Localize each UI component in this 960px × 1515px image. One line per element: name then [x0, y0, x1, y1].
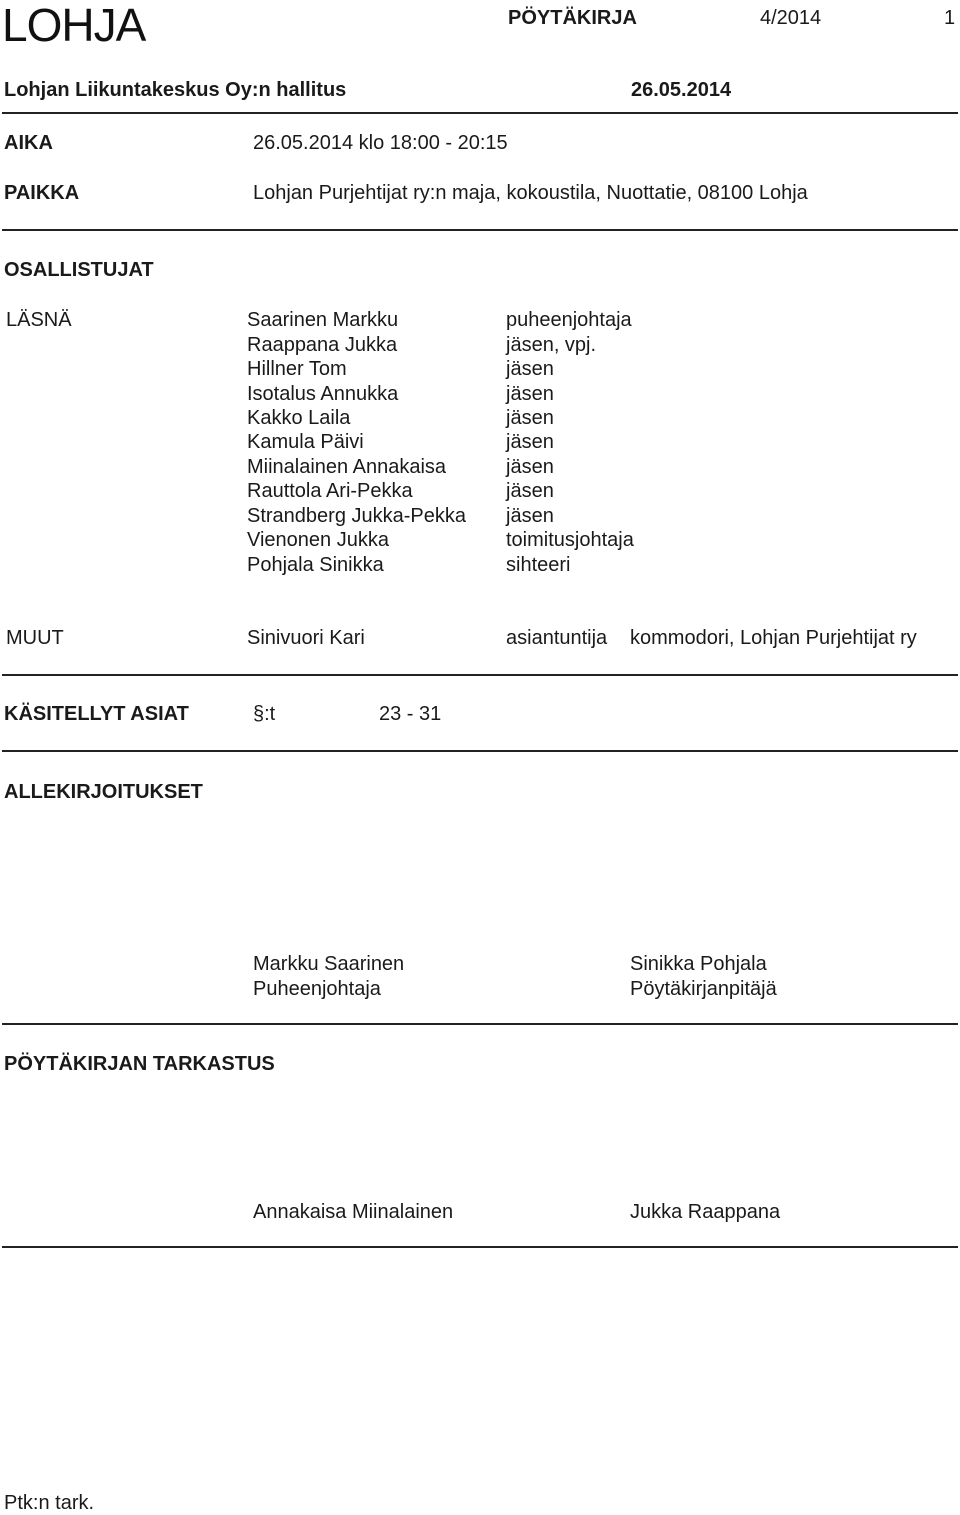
participant-role: toimitusjohtaja	[506, 529, 634, 551]
participant-role: asiantuntija	[506, 627, 608, 649]
items-range: 23 - 31	[379, 703, 442, 725]
lohja-logo: LOHJA	[2, 0, 146, 51]
participant-name: Kakko Laila	[247, 407, 351, 429]
participant-name: Saarinen Markku	[247, 309, 399, 331]
participant-role: jäsen	[506, 505, 554, 527]
meeting-date: 26.05.2014	[631, 79, 732, 101]
page-number: 1	[944, 7, 956, 29]
participant-name: Hillner Tom	[247, 358, 347, 380]
signatures-heading: ALLEKIRJOITUKSET	[4, 781, 203, 803]
footer-text: Ptk:n tark.	[4, 1492, 95, 1514]
time-label: AIKA	[4, 132, 53, 154]
participant-role: jäsen	[506, 358, 554, 380]
review-heading: PÖYTÄKIRJAN TARKASTUS	[4, 1053, 275, 1075]
items-rule	[2, 750, 958, 752]
chair-name: Markku Saarinen	[253, 953, 405, 975]
items-label: KÄSITELLYT ASIAT	[4, 703, 189, 725]
organization-name: Lohjan Liikuntakeskus Oy:n hallitus	[4, 79, 347, 101]
participant-role: sihteeri	[506, 554, 571, 576]
place-value: Lohjan Purjehtijat ry:n maja, kokoustila, Nuottatie, 08100 Lohja	[253, 182, 808, 204]
place-rule	[2, 229, 958, 231]
participants-heading: OSALLISTUJAT	[4, 259, 154, 281]
doc-number: 4/2014	[760, 7, 822, 29]
header-rule	[2, 112, 958, 114]
participant-name: Miinalainen Annakaisa	[247, 456, 447, 478]
review-rule	[2, 1246, 958, 1248]
present-label: LÄSNÄ	[6, 309, 72, 331]
participant-name: Rauttola Ari-Pekka	[247, 480, 413, 502]
reviewer-right-name: Jukka Raappana	[630, 1201, 781, 1223]
time-value: 26.05.2014 klo 18:00 - 20:15	[253, 132, 508, 154]
participant-name: Strandberg Jukka-Pekka	[247, 505, 467, 527]
participant-role: jäsen	[506, 383, 554, 405]
doc-type: PÖYTÄKIRJA	[508, 7, 637, 29]
items-prefix: §:t	[253, 703, 276, 725]
others-label: MUUT	[6, 627, 64, 649]
participant-role: puheenjohtaja	[506, 309, 632, 331]
secretary-name: Sinikka Pohjala	[630, 953, 767, 975]
participants-rule	[2, 674, 958, 676]
participant-name: Raappana Jukka	[247, 334, 398, 356]
participant-role: jäsen	[506, 431, 554, 453]
participant-name: Sinivuori Kari	[247, 627, 365, 649]
participant-note: kommodori, Lohjan Purjehtijat ry	[630, 627, 917, 649]
chair-title: Puheenjohtaja	[253, 978, 381, 1000]
signatures-rule	[2, 1023, 958, 1025]
participant-name: Pohjala Sinikka	[247, 554, 384, 576]
participant-name: Isotalus Annukka	[247, 383, 399, 405]
participant-name: Kamula Päivi	[247, 431, 364, 453]
reviewer-left-name: Annakaisa Miinalainen	[253, 1201, 454, 1223]
participant-role: jäsen	[506, 407, 554, 429]
place-label: PAIKKA	[4, 182, 80, 204]
participant-role: jäsen	[506, 480, 554, 502]
participant-role: jäsen, vpj.	[506, 334, 597, 356]
secretary-title: Pöytäkirjanpitäjä	[630, 978, 777, 1000]
participant-name: Vienonen Jukka	[247, 529, 389, 551]
participant-role: jäsen	[506, 456, 554, 478]
